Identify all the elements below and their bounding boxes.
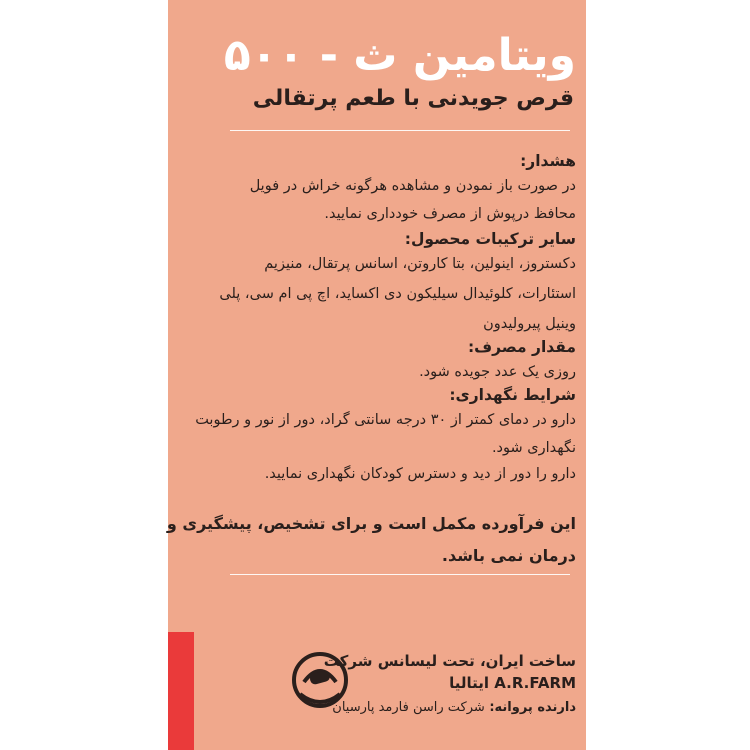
supplement-notice-2: درمان نمی باشد. (441, 546, 576, 565)
storage-text-3: دارو را دور از دید و دسترس کودکان نگهداری نمایید. (264, 466, 576, 482)
supplement-notice-1: این فرآورده مکمل است و برای تشخیص، پیشگیری و (166, 514, 576, 533)
warning-text-2: محافظ درپوش از مصرف خودداری نمایید. (324, 206, 576, 222)
storage-text-2: نگهداری شود. (491, 440, 576, 456)
top-divider (230, 130, 570, 131)
license-label: دارنده پروانه: (489, 700, 576, 715)
red-strip (168, 632, 194, 750)
company-name: A.R.FARM ایتالیا (449, 674, 576, 692)
license-holder: شرکت راسن فارمد پارسیان (332, 700, 485, 715)
made-in-text: ساخت ایران، تحت لیسانس شرکت (323, 652, 576, 670)
warning-text-1: در صورت باز نمودن و مشاهده هرگونه خراش در فویل (249, 178, 576, 194)
label-content (166, 0, 576, 750)
ingredients-text-1: دکستروز، اینولین، بتا کاروتن، اسانس پرتقال، منیزیم (264, 256, 576, 272)
ingredients-text-2: استئارات، کلوئیدال سیلیکون دی اکساید، اچ پی ام سی، پلی (219, 286, 576, 302)
ingredients-text-3: وینیل پیرولیدون (483, 316, 576, 332)
company-logo-icon (290, 650, 350, 710)
license-row (332, 700, 576, 715)
product-subtitle: قرص جویدنی با طعم پرتقالی (252, 86, 574, 111)
bottom-divider (230, 574, 570, 575)
product-title: ویتامین ث - ۵۰۰ (223, 30, 576, 81)
ingredients-heading: سایر ترکیبات محصول: (404, 230, 576, 248)
storage-text-1: دارو در دمای کمتر از ۳۰ درجه سانتی گراد، دور از نور و رطوبت (195, 412, 576, 428)
warning-heading: هشدار: (520, 152, 576, 170)
storage-heading: شرایط نگهداری: (449, 386, 576, 404)
dosage-heading: مقدار مصرف: (467, 338, 576, 356)
dosage-text-1: روزی یک عدد جویده شود. (419, 364, 576, 380)
